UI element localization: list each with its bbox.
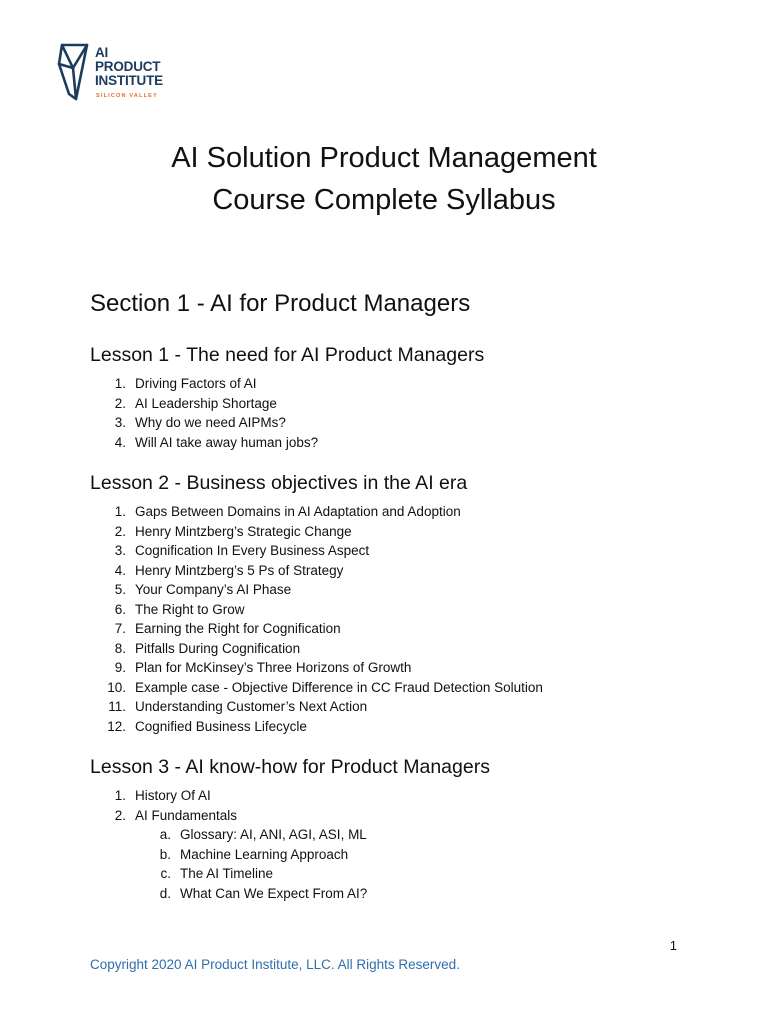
list-item: 1. History Of AI bbox=[114, 788, 211, 803]
list-item: c. The AI Timeline bbox=[160, 866, 274, 881]
logo-line-product: PRODUCT bbox=[95, 59, 161, 74]
lesson-2-list bbox=[90, 502, 710, 736]
logo-line-ai: AI bbox=[95, 45, 109, 60]
logo bbox=[56, 42, 176, 104]
list-item: a. Glossary: AI, ANI, AGI, ASI, ML bbox=[159, 827, 367, 842]
list-item: 4. Henry Mintzberg’s 5 Ps of Strategy bbox=[114, 562, 344, 578]
list-item: 3. Cognification In Every Business Aspect bbox=[114, 543, 370, 558]
sub-list-container bbox=[90, 825, 710, 903]
list-item: 10. Example case - Objective Difference in CC Fraud Detection Solution bbox=[107, 679, 543, 695]
logo-wordmark bbox=[95, 46, 163, 88]
list-item: 2. AI Leadership Shortage bbox=[114, 395, 277, 411]
lesson-2-title: Lesson 2 - Business objectives in the AI era bbox=[90, 472, 468, 494]
list-item: 5. Your Company’s AI Phase bbox=[114, 582, 292, 597]
list-item: 2. AI Fundamentals bbox=[114, 807, 238, 823]
section-title: Section 1 - AI for Product Managers bbox=[90, 290, 471, 317]
page-number: 1 bbox=[669, 938, 677, 953]
copyright-footer: Copyright 2020 AI Product Institute, LLC. All Rights Reserved. bbox=[90, 957, 460, 972]
institute-logo-icon bbox=[56, 42, 98, 102]
logo-line-institute: INSTITUTE bbox=[95, 73, 163, 88]
list-item: 3. Why do we need AIPMs? bbox=[114, 415, 286, 430]
list-item: 7. Earning the Right for Cognification bbox=[114, 621, 341, 636]
list-item: 6. The Right to Grow bbox=[114, 601, 245, 617]
title-line-2: Course Complete Syllabus bbox=[212, 184, 556, 216]
list-item: 1. Driving Factors of AI bbox=[114, 376, 257, 391]
list-item: 1. Gaps Between Domains in AI Adaptation and Adoption bbox=[114, 504, 461, 519]
list-item: 8. Pitfalls During Cognification bbox=[114, 640, 301, 656]
list-item: 12. Cognified Business Lifecycle bbox=[107, 718, 307, 734]
list-item: d. What Can We Expect From AI? bbox=[159, 885, 368, 901]
lesson-3-list bbox=[90, 786, 710, 903]
document-title bbox=[0, 137, 768, 221]
logo-subtitle: SILICON VALLEY bbox=[96, 93, 158, 99]
list-item: 9. Plan for McKinsey’s Three Horizons of Growth bbox=[114, 660, 412, 675]
list-item: 11. Understanding Customer’s Next Action bbox=[108, 699, 368, 714]
lesson-3-sub-list bbox=[135, 825, 710, 903]
lesson-1-title: Lesson 1 - The need for AI Product Managers bbox=[90, 344, 485, 366]
syllabus-content bbox=[90, 288, 710, 921]
title-line-1: AI Solution Product Management bbox=[171, 142, 597, 174]
list-item: b. Machine Learning Approach bbox=[159, 846, 349, 862]
lesson-3-title: Lesson 3 - AI know-how for Product Managers bbox=[90, 756, 490, 778]
list-item: 2. Henry Mintzberg’s Strategic Change bbox=[114, 523, 352, 539]
list-item: 4. Will AI take away human jobs? bbox=[114, 434, 319, 450]
lesson-1-list bbox=[90, 374, 710, 452]
